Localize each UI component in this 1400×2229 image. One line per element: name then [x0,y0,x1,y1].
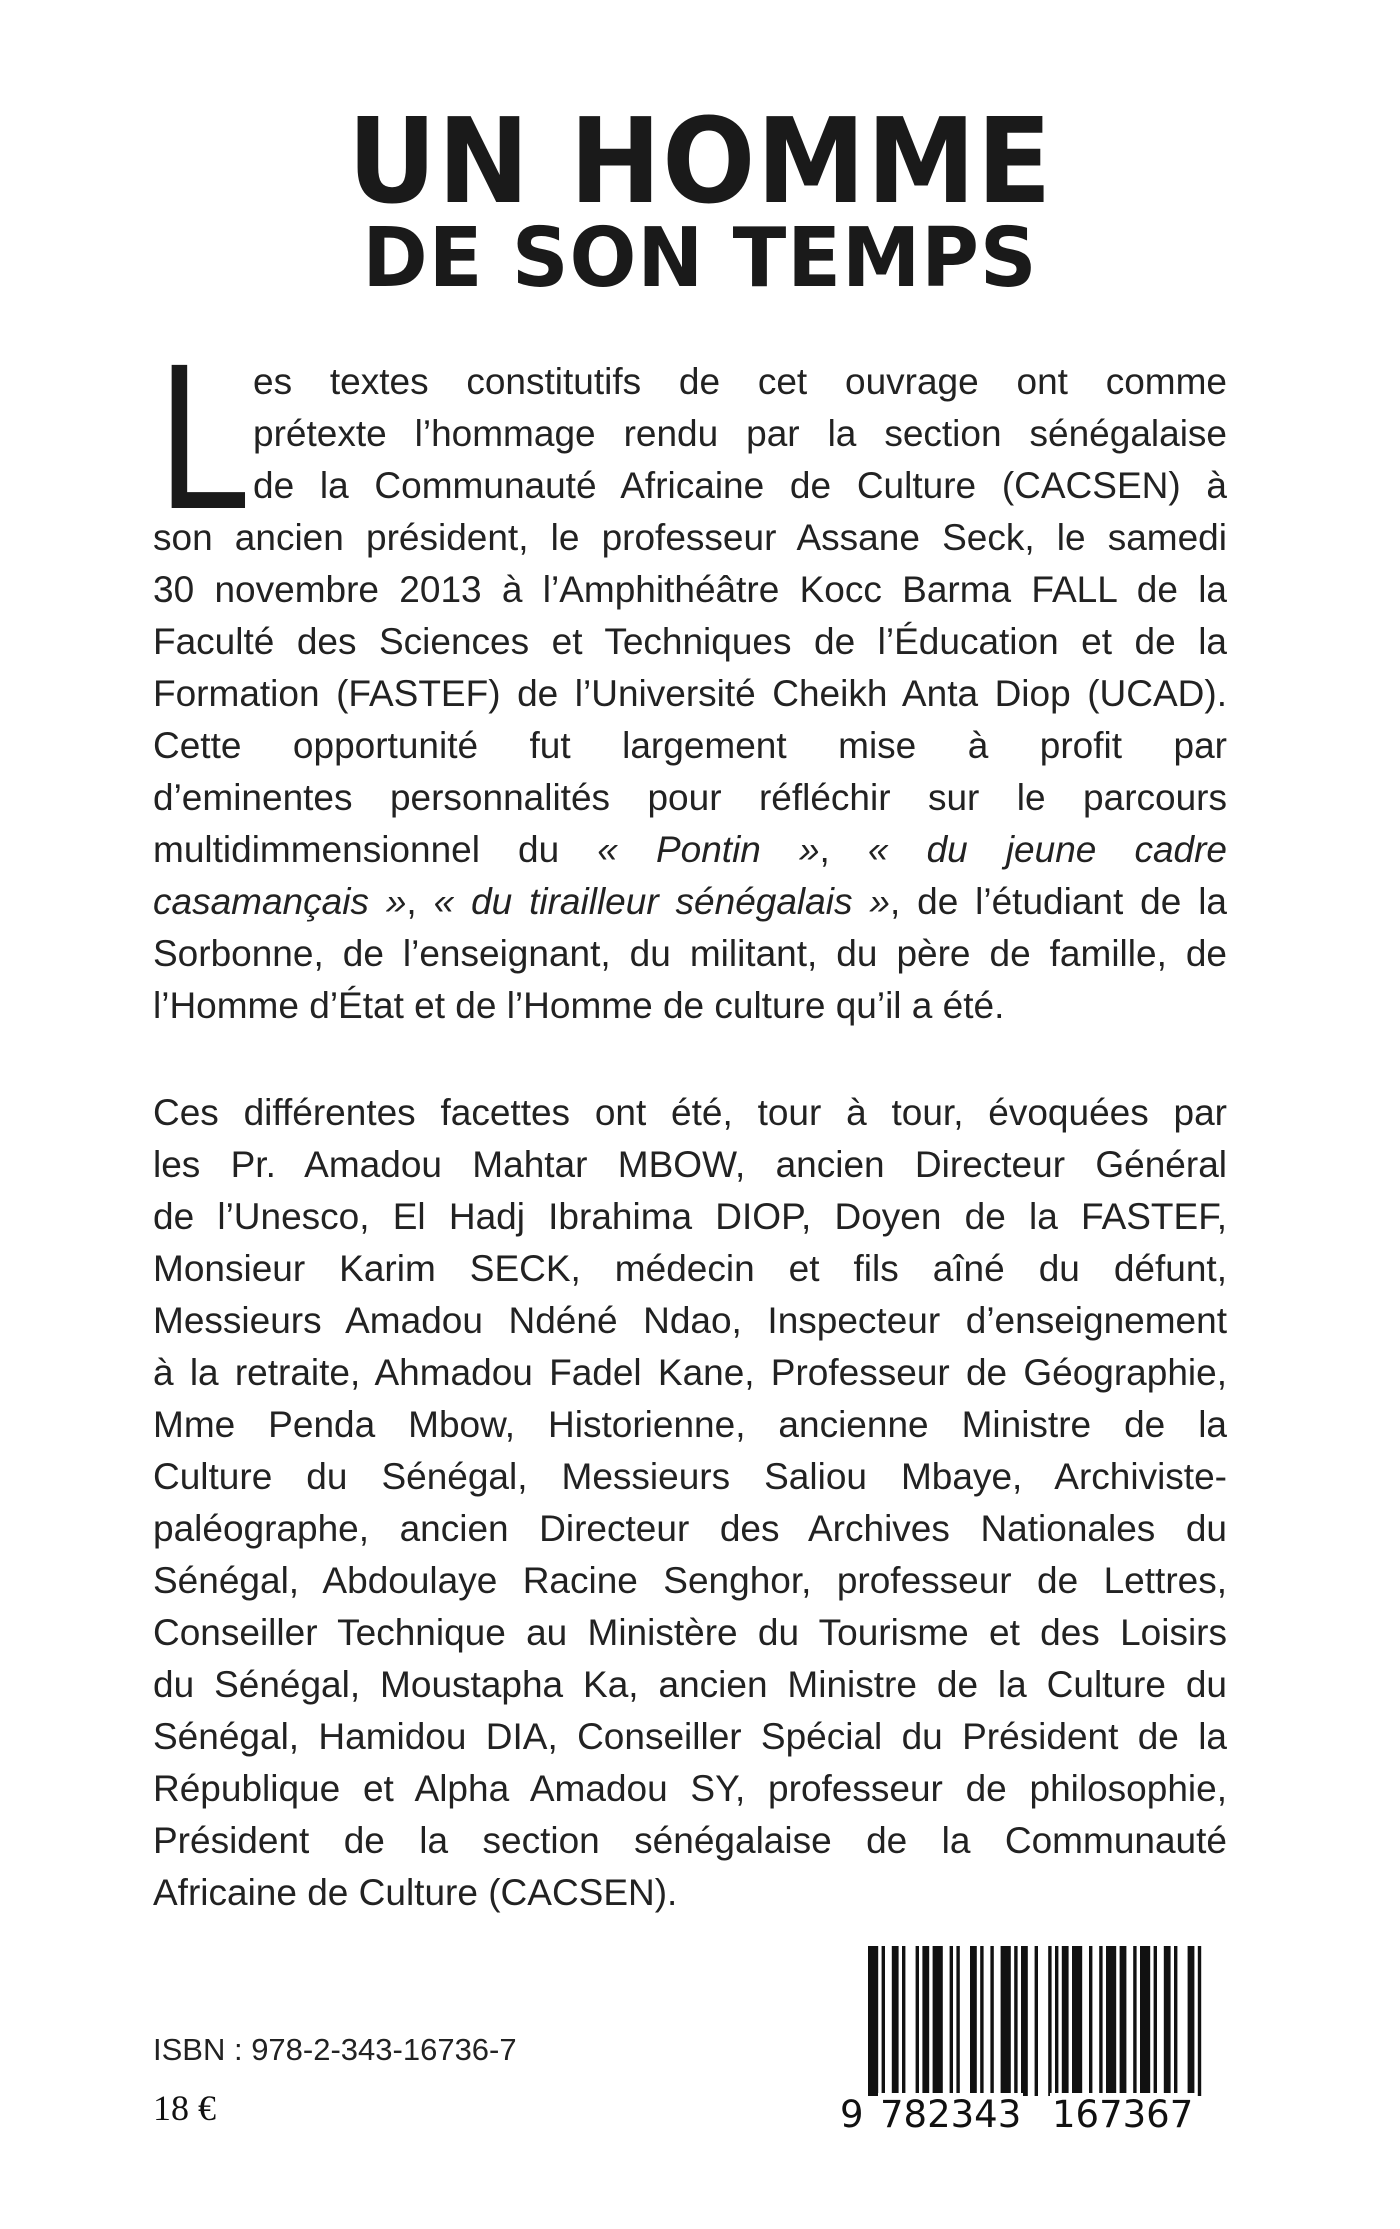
paragraph-line: de l’Unesco, El Hadj Ibrahima DIOP, Doyen de la FASTEF, [153,1196,1227,1237]
barcode-bar [1154,1946,1157,2096]
barcode-group-right: 167367 [1052,2093,1194,2136]
paragraph-line: Africaine de Culture (CACSEN). [153,1872,678,1913]
barcode-bar [1198,1946,1201,2096]
barcode-bar [1099,1946,1102,2096]
barcode-bar [950,1946,953,2096]
paragraph-line: Messieurs Amadou Ndéné Ndao, Inspecteur d’enseignement [153,1300,1227,1341]
paragraph-line: de la Communauté Africaine de Culture (CACSEN) à [253,465,1227,506]
barcode-bar [1188,1946,1195,2096]
italic-quote: casamançais » [153,881,407,922]
barcode-bar [1072,1946,1082,2096]
text-run: , de l’étudiant de la [889,881,1228,922]
paragraph-line: Mme Penda Mbow, Historienne, ancienne Ministre de la [153,1404,1227,1445]
paragraph-line: 30 novembre 2013 à l’Amphithéâtre Kocc Barma FALL de la [153,569,1227,610]
paragraph-line: Cette opportunité fut largement mise à profit par [153,725,1227,766]
paragraph-line: d’eminentes personnalités pour réfléchir sur le parcours [153,777,1227,818]
italic-quote: « Pontin » [597,829,820,870]
italic-quote: « du tirailleur sénégalais » [433,881,890,922]
barcode-bar [1062,1946,1069,2096]
paragraph-line: République et Alpha Amadou SY, professeur de philosophie, [153,1768,1227,1809]
barcode-bar [1089,1946,1092,2096]
paragraph-line: Monsieur Karim SECK, médecin et fils aîné du défunt, [153,1248,1227,1289]
barcode-bar [970,1946,977,2096]
barcode-bar [868,1946,878,2096]
text-run: , [819,829,868,870]
barcode-bar [1140,1946,1150,2096]
paragraph-line: Culture du Sénégal, Messieurs Saliou Mbaye, Archiviste- [153,1456,1227,1497]
paragraph-line: Ces différentes facettes ont été, tour à tour, évoquées par [153,1092,1227,1133]
barcode-bar [990,1946,993,2096]
barcode-bar [916,1946,919,2096]
barcode-bar [1055,1946,1058,2096]
barcode-bar [1106,1946,1116,2096]
barcode-bar [922,1946,929,2096]
drop-cap: L [158,321,251,553]
isbn-label: ISBN : 978-2-343-16736-7 [153,2032,517,2067]
paragraph-line [153,824,1227,876]
text-run: multidimmensionnel du [153,829,598,870]
paragraph-line [153,876,1227,928]
barcode-bar [956,1946,959,2096]
barcode-bar [1048,1946,1051,2096]
text-run: , [406,881,434,922]
paragraph-line: Sorbonne, de l’enseignant, du militant, du père de famille, de [153,933,1227,974]
italic-quote: « du jeune cadre [867,829,1227,870]
barcode-bar [1001,1946,1011,2096]
paragraph-line: son ancien président, le professeur Assane Seck, le samedi [153,517,1227,558]
barcode-bar [892,1946,899,2096]
paragraph-line: es textes constitutifs de cet ouvrage ont comme [253,361,1227,402]
barcode-bar [1120,1946,1127,2096]
paragraph-line: prétexte l’hommage rendu par la section sénégalaise [253,413,1227,454]
paragraph-line: Formation (FASTEF) de l’Université Cheikh Anta Diop (UCAD). [153,673,1227,714]
paragraph-line: du Sénégal, Moustapha Ka, ancien Ministre de la Culture du [153,1664,1227,1705]
paragraph-2 [153,1087,1227,1919]
barcode-bar [1014,1946,1017,2096]
barcode-bar [933,1946,943,2096]
paragraph-line: Président de la section sénégalaise de la Communauté [153,1820,1227,1861]
paragraph-line: Faculté des Sciences et Techniques de l’Éducation et de la [153,621,1227,662]
paragraph-line: paléographe, ancien Directeur des Archives Nationales du [153,1508,1227,1549]
paragraph-line: Conseiller Technique au Ministère du Tourisme et des Loisirs [153,1612,1227,1653]
paragraph-line: Sénégal, Hamidou DIA, Conseiller Spécial du Président de la [153,1716,1227,1757]
barcode-bar [980,1946,983,2096]
barcode-bar [1021,1946,1028,2096]
barcode-bar [1174,1946,1177,2096]
book-title-line2: DE SON TEMPS [362,211,1038,306]
barcode-bar [1164,1946,1171,2096]
price-label: 18 € [153,2088,216,2128]
barcode-digit-first: 9 [840,2093,864,2136]
book-title-line1: UN HOMME [347,92,1053,230]
barcode-group-left: 782343 [880,2093,1022,2136]
paragraph-line: l’Homme d’État et de l’Homme de culture qu’il a été. [153,985,1005,1026]
paragraph-line: Sénégal, Abdoulaye Racine Senghor, professeur de Lettres, [153,1560,1227,1601]
barcode-bar [902,1946,905,2096]
barcode-bar [1133,1946,1136,2096]
paragraph-line: à la retraite, Ahmadou Fadel Kane, Professeur de Géographie, [153,1352,1227,1393]
barcode-bar [1035,1946,1038,2096]
barcode-bar [882,1946,885,2096]
paragraph-line: les Pr. Amadou Mahtar MBOW, ancien Directeur Général [153,1144,1227,1185]
paragraph-1 [153,356,1227,1032]
